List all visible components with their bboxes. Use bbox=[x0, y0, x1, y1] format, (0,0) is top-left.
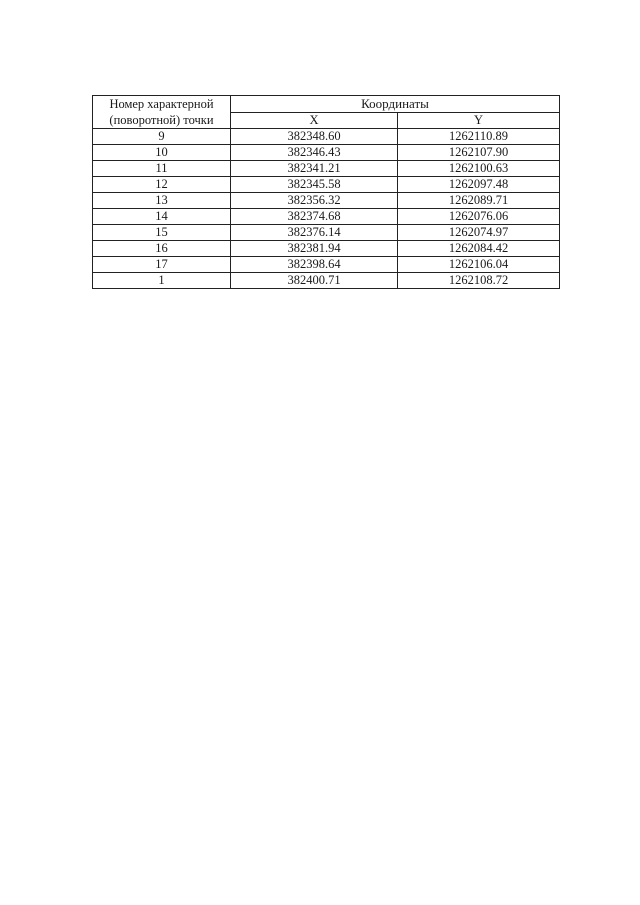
y-coordinate-cell: 1262106.04 bbox=[398, 257, 560, 273]
y-coordinate-cell: 1262076.06 bbox=[398, 209, 560, 225]
x-coordinate-cell: 382374.68 bbox=[231, 209, 398, 225]
point-number-cell: 11 bbox=[93, 161, 231, 177]
table-row bbox=[93, 257, 560, 273]
coordinates-table bbox=[92, 95, 560, 289]
header-coordinates: Координаты bbox=[231, 96, 560, 113]
x-coordinate-cell: 382348.60 bbox=[231, 129, 398, 145]
x-coordinate-cell: 382345.58 bbox=[231, 177, 398, 193]
x-coordinate-cell: 382356.32 bbox=[231, 193, 398, 209]
coordinates-table-body bbox=[93, 96, 560, 289]
table-row bbox=[93, 145, 560, 161]
y-coordinate-cell: 1262084.42 bbox=[398, 241, 560, 257]
table-row bbox=[93, 129, 560, 145]
x-coordinate-cell: 382381.94 bbox=[231, 241, 398, 257]
point-number-cell: 10 bbox=[93, 145, 231, 161]
header-point-number: Номер характерной (поворотной) точки bbox=[93, 96, 231, 129]
point-number-cell: 14 bbox=[93, 209, 231, 225]
table-row bbox=[93, 209, 560, 225]
point-number-cell: 17 bbox=[93, 257, 231, 273]
y-coordinate-cell: 1262100.63 bbox=[398, 161, 560, 177]
point-number-cell: 16 bbox=[93, 241, 231, 257]
y-coordinate-cell: 1262110.89 bbox=[398, 129, 560, 145]
table-row bbox=[93, 225, 560, 241]
table-row bbox=[93, 273, 560, 289]
y-coordinate-cell: 1262089.71 bbox=[398, 193, 560, 209]
table-header-row bbox=[93, 96, 560, 113]
point-number-cell: 9 bbox=[93, 129, 231, 145]
y-coordinate-cell: 1262108.72 bbox=[398, 273, 560, 289]
point-number-cell: 1 bbox=[93, 273, 231, 289]
table-row bbox=[93, 241, 560, 257]
point-number-cell: 12 bbox=[93, 177, 231, 193]
header-x: X bbox=[231, 112, 398, 129]
point-number-cell: 13 bbox=[93, 193, 231, 209]
x-coordinate-cell: 382376.14 bbox=[231, 225, 398, 241]
table-row bbox=[93, 177, 560, 193]
y-coordinate-cell: 1262074.97 bbox=[398, 225, 560, 241]
header-y: Y bbox=[398, 112, 560, 129]
x-coordinate-cell: 382398.64 bbox=[231, 257, 398, 273]
x-coordinate-cell: 382341.21 bbox=[231, 161, 398, 177]
y-coordinate-cell: 1262097.48 bbox=[398, 177, 560, 193]
table-row bbox=[93, 161, 560, 177]
x-coordinate-cell: 382346.43 bbox=[231, 145, 398, 161]
y-coordinate-cell: 1262107.90 bbox=[398, 145, 560, 161]
x-coordinate-cell: 382400.71 bbox=[231, 273, 398, 289]
table-row bbox=[93, 193, 560, 209]
point-number-cell: 15 bbox=[93, 225, 231, 241]
